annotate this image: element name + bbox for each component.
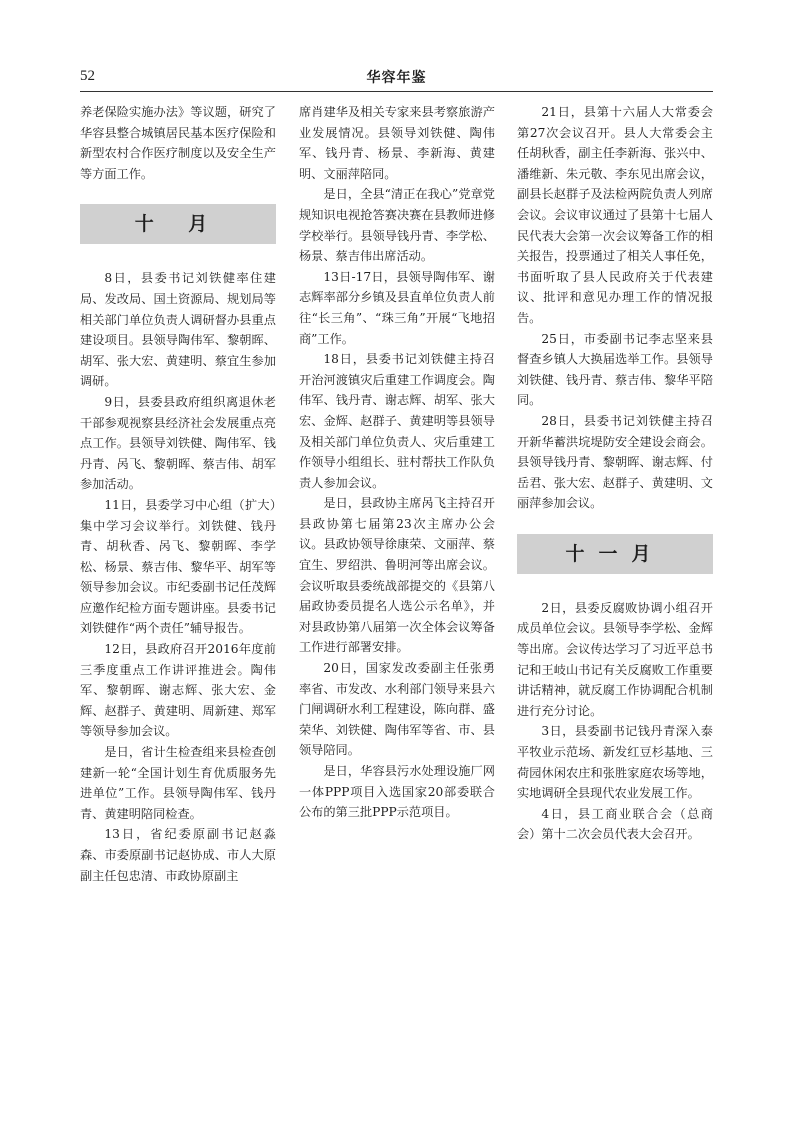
paragraph: 席肖建华及相关专家来县考察旅游产业发展情况。县领导刘铁健、陶伟军、钱丹青、杨景、李新海、黄建明、文丽萍陪同。 xyxy=(299,105,495,181)
paragraph: 21日，县第十六届人大常委会第27次会议召开。县人大常委会主任胡秋香，副主任李新海、张兴中、潘维新、朱元敬、李东见出席会议，副县长赵群子及法检两院负责人列席会议。会议审议通过了县第十七届人民代表大会第一次会议筹备工作的相关报告，投票通过了相关人事任免，书面听取了县人民政府关于代表建议、批评和意见办理工作的情况报告。 xyxy=(517,105,713,325)
paragraph: 12日，县政府召开2016年度前三季度重点工作讲评推进会。陶伟军、黎朝晖、谢志辉、张大宏、金辉、赵群子、黄建明、周新建、郑军等领导参加会议。 xyxy=(80,642,276,739)
paragraph: 13日-17日，县领导陶伟军、谢志辉率部分乡镇及县直单位负责人前往“长三角”、“珠三角”开展“飞地招商”工作。 xyxy=(299,269,495,346)
paragraph: 是日，华容县污水处理设施厂网一体PPP项目入选国家20部委联合公布的第三批PPP示范项目。 xyxy=(299,764,495,820)
paragraph: 养老保险实施办法》等议题，研究了华容县整合城镇居民基本医疗保险和新型农村合作医疗制度以及安全生产等方面工作。 xyxy=(80,105,276,181)
paragraph: 25日，市委副书记李志坚来县督查乡镇人大换届选举工作。县领导刘铁健、钱丹青、蔡吉伟、黎华平陪同。 xyxy=(517,331,713,408)
paragraph: 18日，县委书记刘铁健主持召开治河渡镇灾后重建工作调度会。陶伟军、钱丹青、谢志辉、胡军、张大宏、金辉、赵群子、黄建明等县领导及相关部门单位负责人、灾后重建工作领导小组组长、驻村帮扶工作队负责人参加会议。 xyxy=(299,352,495,490)
paragraph: 11日，县委学习中心组（扩大）集中学习会议举行。刘铁健、钱丹青、胡秋香、呙飞、黎朝晖、李学松、杨景、蔡吉伟、黎华平、胡军等领导参加会议。市纪委副书记任茂辉应邀作纪检方面专题讲座。县委书记刘铁健作“两个责任”辅导报告。 xyxy=(80,497,276,636)
page-header xyxy=(80,68,713,90)
column-middle xyxy=(299,102,495,823)
paragraph: 3日，县委副书记钱丹青深入泰平牧业示范场、新发红豆杉基地、三荷园休闲农庄和张胜家庭农场等地，实地调研全县现代农业发展工作。 xyxy=(517,724,713,801)
paragraph: 9日，县委县政府组织离退休老干部参观视察县经济社会发展重点亮点工作。县领导刘铁健、陶伟军、钱丹青、呙飞、黎朝晖、蔡吉伟、胡军参加活动。 xyxy=(80,394,276,492)
column-left xyxy=(80,102,276,886)
paragraph: 是日，全县“清正在我心”党章党规知识电视抢答赛决赛在县教师进修学校举行。县领导钱丹青、李学松、杨景、蔡吉伟出席活动。 xyxy=(299,187,495,264)
page-number: 52 xyxy=(80,68,95,84)
month-heading-november: 十一月 xyxy=(517,534,713,574)
paragraph: 是日，省计生检查组来县检查创建新一轮“全国计划生育优质服务先进单位”工作。县领导陶伟军、钱丹青、黄建明陪同检查。 xyxy=(80,745,276,821)
book-title: 华容年鉴 xyxy=(366,70,427,86)
header-rule xyxy=(80,91,713,92)
column-right xyxy=(517,102,713,845)
paragraph: 20日，国家发改委副主任张勇率省、市发改、水利部门领导来县六门闸调研水利工程建设，陈向群、盛荣华、刘铁健、陶伟军等省、市、县领导陪同。 xyxy=(299,661,495,758)
paragraph: 2日，县委反腐败协调小组召开成员单位会议。县领导李学松、金辉等出席。会议传达学习了习近平总书记和王岐山书记有关反腐败工作重要讲话精神，就反腐工作协调配合机制进行充分讨论。 xyxy=(517,600,713,718)
paragraph: 4日，县工商业联合会（总商会）第十二次会员代表大会召开。 xyxy=(517,806,713,842)
paragraph: 13日，省纪委原副书记赵淼森、市委原副书记赵协成、市人大原副主任包忠清、市政协原副主 xyxy=(80,827,276,883)
paragraph: 28日，县委书记刘铁健主持召开新华蓄洪垸堤防安全建设会商会。县领导钱丹青、黎朝晖、谢志辉、付岳君、张大宏、赵群子、黄建明、文丽萍参加会议。 xyxy=(517,413,713,511)
month-heading-october: 十 月 xyxy=(80,204,276,244)
paragraph: 8日，县委书记刘铁健率住建局、发改局、国土资源局、规划局等相关部门单位负责人调研督办县重点建设项目。县领导陶伟军、黎朝晖、胡军、张大宏、黄建明、蔡宜生参加调研。 xyxy=(80,271,276,389)
paragraph: 是日，县政协主席呙飞主持召开县政协第七届第23次主席办公会议。县政协领导徐康荣、文丽萍、蔡宜生、罗绍洪、鲁明河等出席会议。会议听取县委统战部提交的《县第八届政协委员提名人选公示名单》，并对县政协第八届第一次全体会议筹备工作进行部署安排。 xyxy=(299,496,495,655)
